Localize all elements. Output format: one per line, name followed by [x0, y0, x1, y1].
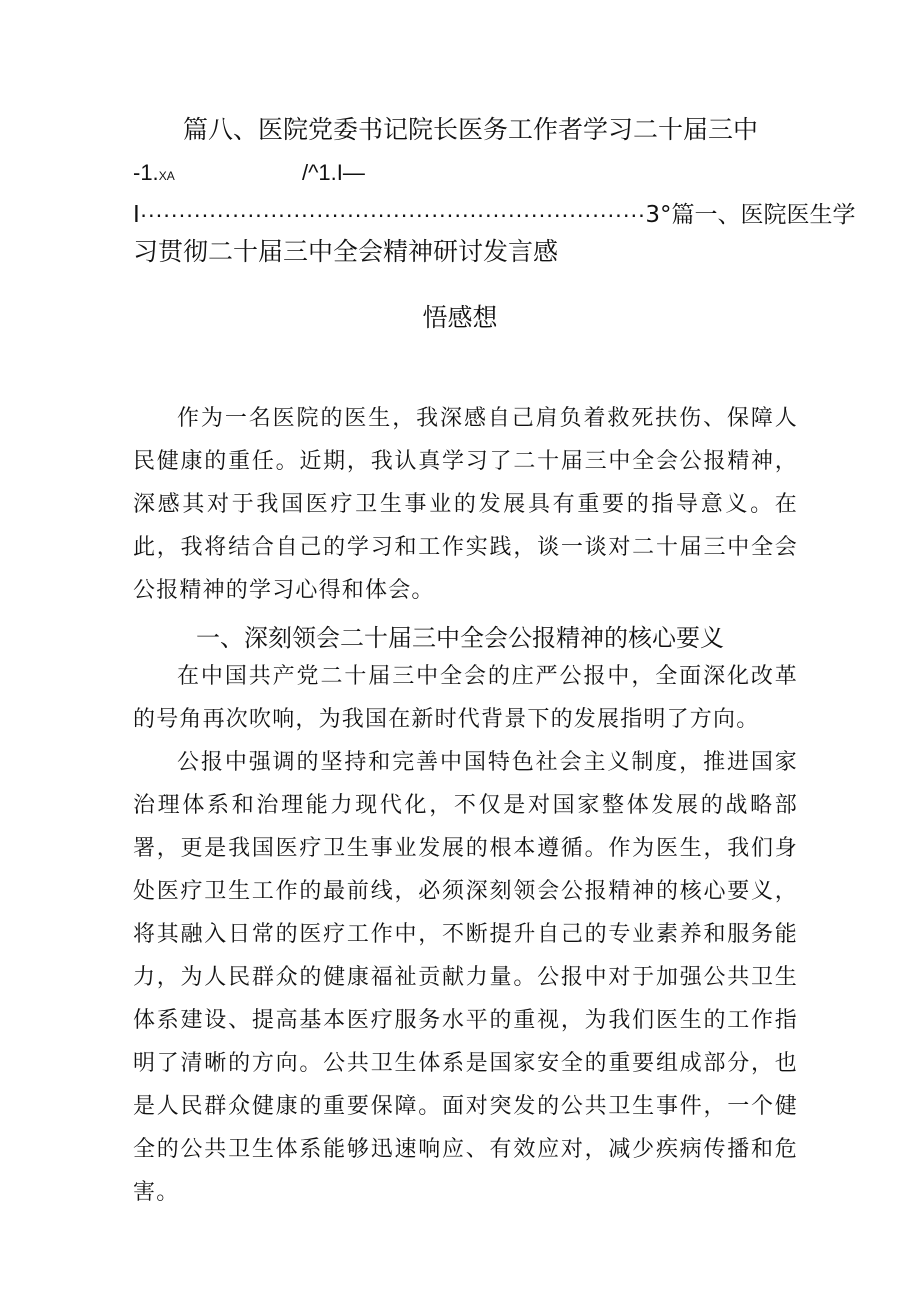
- section-1-paragraph-2: 公报中强调的坚持和完善中国特色社会主义制度，推进国家治理体系和治理能力现代化，不仅是对国家整体发展的战略部署，更是我国医疗卫生事业发展的根本遵循。作为医生，我们身处医疗卫生工作的最前线，必须深刻领会公报精神的核心要义，将其融入日常的医疗工作中，不断提升自己的专业素养和服务能力，为人民群众的健康福祉贡献力量。公报中对于加强公共卫生体系建设、提高基本医疗服务水平的重视，为我们医生的工作指明了清晰的方向。公共卫生体系是国家安全的重要组成部分，也是人民群众健康的重要保障。面对突发的公共卫生事件，一个健全的公共卫生体系能够迅速响应、有效应对，减少疾病传播和危害。: [133, 750, 798, 1205]
- toc-entry-title: 篇八、医院党委书记院长医务工作者学习二十届三中: [183, 115, 759, 144]
- toc-garbled-small: XA: [158, 169, 175, 183]
- toc-dots-prefix: I: [133, 202, 140, 228]
- section-1-body: [133, 655, 798, 1214]
- toc-garbled-main: -1.: [133, 160, 159, 185]
- document-title: 悟感想: [422, 303, 498, 332]
- toc-entry-continuation: 习贯彻二十届三中全会精神研讨发言感: [133, 237, 559, 266]
- section-1-paragraph-1: 在中国共产党二十届三中全会的庄严公报中，全面深化改革的号角再次吹响，为我国在新时代背景下的发展指明了方向。: [133, 664, 798, 732]
- section-heading: 一、深刻领会二十届三中全会公报精神的核心要义: [196, 624, 724, 652]
- intro-block: [133, 397, 798, 612]
- toc-dotted-leader-line: [133, 196, 856, 229]
- intro-paragraph: 作为一名医院的医生，我深感自己肩负着救死扶伤、保障人民健康的重任。近期，我认真学习了二十届三中全会公报精神，深感其对于我国医疗卫生事业的发展具有重要的指导意义。在此，我将结合自己的学习和工作实践，谈一谈对二十届三中全会公报精神的学习心得和体会。: [133, 406, 798, 603]
- toc-dots: ··································································: [139, 201, 646, 227]
- toc-dots-suffix: 3°篇一、医院医生学: [645, 202, 856, 228]
- toc-garbled-text-right: /^1.I—: [302, 160, 365, 185]
- toc-garbled-text-left: [133, 160, 175, 186]
